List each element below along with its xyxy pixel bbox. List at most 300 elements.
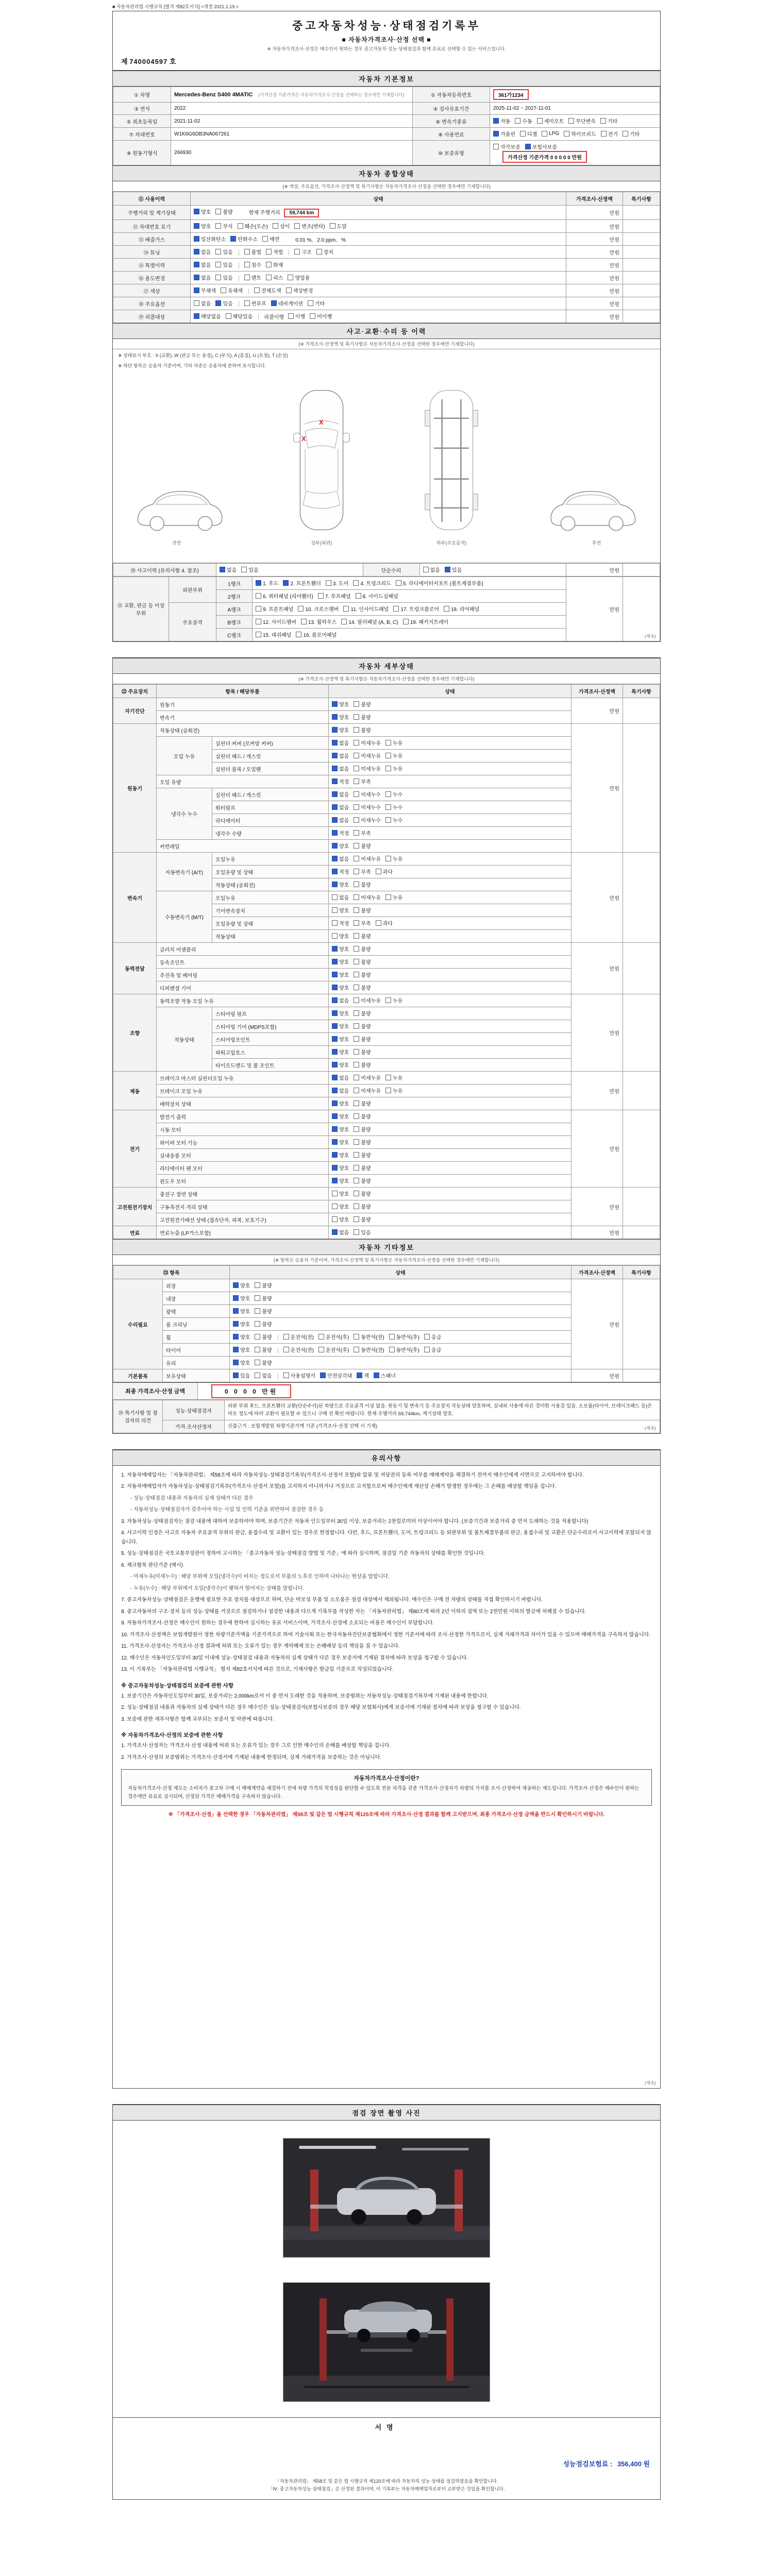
page-subtitle: ■ 자동차가격조사·산정 선택 ■ <box>342 36 431 43</box>
warranty-price-title: ※ 자동차가격조사·산정의 보증에 관한 사항 <box>121 1732 223 1739</box>
checkbox-label: 양호 <box>240 1335 250 1341</box>
checkbox-box <box>354 1075 359 1080</box>
state-cell <box>329 994 572 1007</box>
checkbox-label: 있음 <box>451 568 462 573</box>
inline-text: % <box>341 238 346 243</box>
checkbox-unchecked <box>356 592 398 600</box>
state-cell <box>230 1369 572 1382</box>
checkbox-label: 13. 휠하우스 <box>308 620 337 625</box>
state-cell <box>191 310 566 323</box>
table-row <box>113 246 660 259</box>
item-label: 작동상태 <box>212 930 329 943</box>
state-cell <box>329 698 572 711</box>
row-label: ⑬ 배출가스 <box>113 233 191 246</box>
device-label: 조향 <box>113 994 157 1072</box>
checkbox-label: 응급 <box>431 1348 442 1353</box>
state-cell <box>329 1007 572 1020</box>
checkbox-checked <box>332 1151 349 1159</box>
checkbox-box <box>332 701 338 707</box>
checkbox-checked <box>271 299 303 307</box>
checkbox-unchecked <box>318 1333 349 1341</box>
remark-cell <box>623 246 660 259</box>
checkbox-box <box>283 1334 289 1340</box>
checkbox-label: 양호 <box>339 1127 349 1133</box>
checkbox-unchecked <box>520 130 537 138</box>
checkbox-box <box>385 753 391 758</box>
checkbox-unchecked <box>256 605 293 613</box>
checkbox-unchecked <box>403 618 449 625</box>
checkbox-checked <box>332 739 349 747</box>
item-label: 라디에이터 <box>212 814 329 827</box>
checkbox-checked <box>332 868 349 875</box>
checkbox-label: 누유 <box>392 857 403 862</box>
checkbox-label: 수동 <box>522 119 532 125</box>
state-cell <box>191 297 566 310</box>
panel-items-cell <box>253 577 566 590</box>
plate-number: 361가1234 <box>493 89 529 100</box>
state-cell <box>329 891 572 904</box>
checkbox-label: 자가보증 <box>500 145 520 150</box>
table-row <box>113 698 660 711</box>
checkbox-unchecked <box>354 765 381 772</box>
checkbox-box <box>445 567 450 572</box>
checkbox-box <box>332 985 338 990</box>
checkbox-unchecked <box>256 618 296 625</box>
checkbox-unchecked <box>354 829 371 837</box>
notice-line: 1. 보증기간은 자동차인도일부터 30일, 보증거리는 2,000km로서 이 중 먼저 도래한 것을 적용하며, 보증범위는 자동차성능·상태점검기록부에 기재된 내용에 한합니다. <box>121 1693 489 1699</box>
checkbox-checked <box>233 1359 250 1366</box>
item-label: 실린더 커버 (로커암 커버) <box>212 737 329 750</box>
section-misc: 자동차 기타정보 <box>113 1239 660 1255</box>
checkbox-unchecked <box>354 803 381 811</box>
checkbox-unchecked <box>423 566 440 573</box>
checkbox-checked <box>332 816 349 824</box>
checkbox-checked <box>332 1177 349 1184</box>
checkbox-box <box>354 1100 359 1106</box>
checkbox-unchecked <box>316 248 333 256</box>
checkbox-box <box>255 1372 260 1378</box>
checkbox-box <box>332 830 338 836</box>
checkbox-label: 화재 <box>273 263 283 268</box>
checkbox-unchecked <box>354 1177 371 1184</box>
remark-cell <box>623 943 660 994</box>
warranty-type-options <box>493 145 562 151</box>
checkbox-unchecked <box>537 117 564 125</box>
checkbox-box <box>233 1347 239 1352</box>
transmission-options <box>490 115 660 128</box>
checkbox-box <box>354 766 359 771</box>
checkbox-label: 해당없음 <box>201 314 221 320</box>
engine-type-value: 266930 <box>171 141 413 165</box>
checkbox-label: 양호 <box>339 1166 349 1172</box>
checkbox-box <box>564 131 569 137</box>
checkbox-box <box>354 1152 359 1158</box>
checkbox-unchecked <box>354 1035 371 1043</box>
price-cell: 만원 <box>566 220 623 233</box>
checkbox-box <box>215 262 221 267</box>
checkbox-box <box>283 580 289 586</box>
checkbox-box <box>354 1139 359 1145</box>
continued-marker: (계속) <box>644 1425 656 1431</box>
checkbox-label: 불량 <box>361 1101 371 1107</box>
checkbox-checked <box>220 566 237 573</box>
checkbox-unchecked <box>354 1061 371 1069</box>
rank-label: 1랭크 <box>216 577 253 590</box>
checkbox-checked <box>332 1099 349 1107</box>
checkbox-label: 보험사보증 <box>532 145 557 150</box>
checkbox-unchecked <box>215 222 232 230</box>
notice-list <box>121 1471 652 1674</box>
inspection-period-label: ④ 검사유효기간 <box>413 103 490 115</box>
table-row <box>113 1188 660 1200</box>
checkbox-box <box>194 262 199 267</box>
checkbox-checked <box>332 971 349 978</box>
checkbox-box <box>385 766 391 771</box>
table-row <box>113 310 660 323</box>
exchanged-panels-table <box>113 577 660 641</box>
checkbox-label: 없음 <box>227 568 237 573</box>
diagram-caption: 전면 <box>172 540 181 546</box>
checkbox-label: 없음 <box>430 568 440 573</box>
checkbox-checked <box>230 235 258 243</box>
block-basic <box>112 11 661 642</box>
checkbox-label: 양호 <box>339 728 349 734</box>
checkbox-unchecked <box>330 222 347 230</box>
checkbox-label: 있음 <box>248 568 259 573</box>
checkbox-box <box>255 1360 260 1365</box>
checkbox-label: 불량 <box>361 1166 371 1172</box>
checkbox-label: 없음 <box>339 1230 349 1236</box>
checkbox-box <box>332 766 338 771</box>
price-cell: 만원 <box>566 259 623 272</box>
inspection-photo-2 <box>283 2282 490 2402</box>
col-state: 상태 <box>329 685 572 698</box>
checkbox-box <box>537 118 543 124</box>
photo-car-raised-underbody <box>283 2283 490 2401</box>
state-cell <box>329 1072 572 1084</box>
checkbox-unchecked <box>215 208 232 215</box>
signature-label: 서명 <box>375 2423 398 2431</box>
state-cell <box>329 969 572 981</box>
col-state: 상태 <box>230 1266 572 1279</box>
subgroup-label: 오일 누유 <box>157 737 212 775</box>
checkbox-unchecked <box>332 1202 349 1210</box>
checkbox-box <box>354 1036 359 1042</box>
checkbox-label: 양호 <box>201 224 211 230</box>
item-label: 오일유량 및 상태 <box>212 917 329 930</box>
checkbox-unchecked <box>310 312 332 320</box>
checkbox-label: 누수 <box>392 805 403 811</box>
checkbox-label: 양호 <box>339 1140 349 1146</box>
checkbox-label: 사용설명서 <box>290 1374 315 1379</box>
form-reference: ■ 자동차관리법 시행규칙 [별지 제82호서식] <개정 2021.1.19.> <box>112 4 239 9</box>
checkbox-checked <box>332 1009 349 1017</box>
checkbox-box <box>332 946 338 952</box>
checkbox-box <box>542 131 547 137</box>
checkbox-label: 19. 패키지트레이 <box>410 620 449 625</box>
checkbox-label: 없음 <box>201 301 211 307</box>
checkbox-box <box>354 727 359 733</box>
checkbox-box <box>320 1372 326 1378</box>
fuel-label: ⑧ 사용연료 <box>413 128 490 141</box>
checkbox-unchecked <box>623 130 640 138</box>
checkbox-checked <box>332 1112 349 1120</box>
checkbox-unchecked <box>266 248 283 256</box>
legal-footer <box>113 2473 660 2500</box>
checkbox-label: 없음 <box>201 250 211 256</box>
checkbox-label: 적정 <box>339 779 349 785</box>
checkbox-box <box>273 223 278 229</box>
state-cell <box>191 233 566 246</box>
checkbox-box <box>354 997 359 1003</box>
checkbox-unchecked <box>354 958 371 965</box>
table-row <box>113 1110 660 1123</box>
opinion-label: ㉔ 특기사항 및 점검자의 의견 <box>113 1400 163 1433</box>
checkbox-label: 썬루프 <box>251 301 266 307</box>
remark-cell <box>623 564 660 577</box>
accident-history-table <box>113 563 660 577</box>
checkbox-box <box>385 804 391 810</box>
col-remark: 특기사항 <box>623 192 660 206</box>
checkbox-unchecked <box>354 1151 371 1159</box>
price-cell: 만원 <box>572 994 623 1072</box>
checkbox-box <box>332 856 338 861</box>
checkbox-checked <box>332 829 349 837</box>
checkbox-box <box>354 791 359 797</box>
checkbox-label: 없음 <box>339 895 349 901</box>
checkbox-box <box>332 869 338 874</box>
checkbox-label: 도말 <box>337 224 347 230</box>
checkbox-label: 있음 <box>361 1230 371 1236</box>
checkbox-label: 과다 <box>382 921 393 927</box>
checkbox-unchecked <box>354 1346 384 1353</box>
checkbox-box <box>332 1088 338 1093</box>
diagram-caption: 하부(주요골격) <box>436 540 467 546</box>
checkbox-box <box>194 249 199 255</box>
car-name-cell <box>171 87 413 103</box>
checkbox-box <box>354 1023 359 1029</box>
row-label: ⑰ 색상 <box>113 284 191 297</box>
checkbox-box <box>310 313 315 319</box>
checkbox-label: 가솔린 <box>500 132 515 138</box>
table-row <box>113 994 660 1007</box>
checkbox-box <box>226 313 231 319</box>
checkbox-label: 없음 <box>339 754 349 759</box>
checkbox-unchecked <box>354 868 371 875</box>
checkbox-label: 동반석(후) <box>396 1335 419 1341</box>
checkbox-unchecked <box>354 739 381 747</box>
checkbox-box <box>354 856 359 861</box>
inline-text: 0.01 %, <box>295 238 313 243</box>
checkbox-checked <box>332 1125 349 1133</box>
subgroup-label: 수동변속기 (M/T) <box>157 891 212 943</box>
checkbox-checked <box>233 1371 250 1379</box>
checkbox-label: 운전석(전) <box>290 1348 314 1353</box>
notice-line: 13. 이 기록부는 「자동차관리법 시행규칙」 별지 제82호서식에 따른 것으로, 기재사항은 발급일 기준으로 작성되었습니다. <box>121 1667 394 1673</box>
checkbox-label: 없음 <box>262 1374 272 1379</box>
inline-text: 리콜이행 <box>264 315 284 320</box>
table-row <box>113 259 660 272</box>
checkbox-label: 14. 필러패널 (A, B, C) <box>348 620 398 625</box>
checkbox-box <box>385 997 391 1003</box>
checkbox-box <box>332 778 338 784</box>
notice-line: 1. 가격조사·산정자는 가격조사·산정 내용에 허위 또는 오류가 있는 경우 그로 인한 매수인의 손해를 배상할 책임을 집니다. <box>121 1743 391 1749</box>
state-cell <box>329 724 572 737</box>
checkbox-label: 7. 루프패널 <box>325 594 351 600</box>
checkbox-box <box>354 1216 359 1222</box>
checkbox-label: 잭 <box>364 1374 369 1379</box>
checkbox-label: 불량 <box>361 728 371 734</box>
checkbox-checked <box>194 235 226 243</box>
state-cell <box>329 1110 572 1123</box>
checkbox-unchecked <box>385 790 402 798</box>
checkbox-unchecked <box>301 618 337 625</box>
checkbox-unchecked <box>194 299 211 307</box>
checkbox-box <box>343 606 349 612</box>
checkbox-box <box>354 714 359 720</box>
group-label: 수리필요 <box>113 1279 163 1369</box>
checkbox-box <box>332 894 338 900</box>
checkbox-box <box>354 946 359 952</box>
checkbox-box <box>266 262 272 267</box>
item-label: 커먼레일 <box>157 840 329 853</box>
state-cell <box>230 1292 572 1305</box>
checkbox-unchecked <box>215 248 232 256</box>
checkbox-label: 4. 트렁크리드 <box>360 581 391 587</box>
checkbox-box <box>256 593 261 599</box>
checkbox-label: 양호 <box>339 1037 349 1043</box>
item-label: 추진축 및 베어링 <box>157 969 329 981</box>
diagram-caption: 상부(외판) <box>311 540 332 546</box>
checkbox-box <box>288 275 293 280</box>
checkbox-box <box>238 223 243 229</box>
checkbox-label: 불량 <box>361 1217 371 1223</box>
price-cell: 만원 <box>566 297 623 310</box>
checkbox-label: 불량 <box>361 1114 371 1120</box>
checkbox-label: 양호 <box>339 1063 349 1069</box>
checkbox-unchecked <box>354 1074 381 1081</box>
notice-line: 8. 중고자동차의 구조·장치 등의 성능·상태를 거짓으로 점검하거나 점검한 내용과 다르게 기록부를 작성한 자는 「자동차관리법」 제80조에 따라 2년 이하의 징역 또는 2천만원 이하의 벌금에 처해질 수 있습니다. <box>121 1608 586 1615</box>
warranty-type-label: ⑩ 보증유형 <box>413 141 490 165</box>
state-cell <box>230 1357 572 1369</box>
checkbox-label: 양호 <box>339 1192 349 1197</box>
checkbox-label: 자동 <box>500 119 511 125</box>
checkbox-unchecked <box>354 932 371 940</box>
simple-repair-options <box>419 564 566 577</box>
table-row <box>113 943 660 956</box>
checkbox-unchecked <box>493 143 520 150</box>
checkbox-unchecked <box>343 605 389 613</box>
checkbox-unchecked <box>244 248 261 256</box>
inspection-photos <box>113 2121 660 2417</box>
price-cell: 만원 <box>572 943 623 994</box>
checkbox-box <box>244 300 250 306</box>
checkbox-checked <box>332 1164 349 1172</box>
checkbox-box <box>354 1088 359 1093</box>
checkbox-box <box>332 1229 338 1235</box>
inline-text: 현재 주행거리 <box>248 210 280 216</box>
state-cell <box>329 840 572 853</box>
checkbox-label: 운전석(전) <box>290 1335 314 1341</box>
checkbox-unchecked <box>354 842 371 850</box>
checkbox-label: 양호 <box>339 1205 349 1210</box>
checkbox-unchecked <box>318 1346 349 1353</box>
state-cell <box>329 1033 572 1046</box>
state-cell <box>230 1331 572 1344</box>
item-label: 윈도우 모터 <box>157 1175 329 1188</box>
checkbox-box <box>568 118 574 124</box>
checkbox-label: 네비게이션 <box>278 301 303 307</box>
checkbox-box <box>255 1321 260 1327</box>
checkbox-label: 불량 <box>361 908 371 914</box>
notice-line: - 누유(누수) : 해당 부위에서 오일(냉각수)이 맺혀서 떨어지는 상태를 말합니다. <box>130 1585 305 1591</box>
checkbox-box <box>332 1216 338 1222</box>
simple-repair-label: 단순수리 <box>363 564 419 577</box>
checkbox-label: 양호 <box>339 1024 349 1030</box>
photo-car-on-lift-front <box>283 2139 490 2257</box>
checkbox-checked <box>233 1333 250 1341</box>
section-notices: 유의사항 <box>113 1450 660 1466</box>
checkbox-box <box>354 1334 359 1340</box>
damage-mark-hood: X <box>319 418 324 426</box>
table-row <box>113 284 660 297</box>
checkbox-label: 이행 <box>295 314 306 320</box>
checkbox-box <box>332 1010 338 1016</box>
checkbox-box <box>255 1334 260 1340</box>
checkbox-box <box>215 249 221 255</box>
checkbox-box <box>357 1372 362 1378</box>
final-price-value: 0 0 0 0 만원 <box>211 1384 291 1398</box>
item-label: 스티어링 펌프 <box>212 1007 329 1020</box>
appraiser-opinion-text: 산출근거 : 보험개발원 차량기준가액 기준 (가격조사·산정 선택 시 기재) <box>225 1420 660 1433</box>
checkbox-label: 적정 <box>339 921 349 927</box>
state-cell <box>329 917 572 930</box>
checkbox-label: 불량 <box>361 1192 371 1197</box>
price-cell: 만원 <box>572 1072 623 1110</box>
checkbox-box <box>256 619 261 624</box>
checkbox-box <box>286 287 292 293</box>
item-label: 실내송풍 모터 <box>157 1149 329 1162</box>
remark-cell <box>623 1226 660 1239</box>
checkbox-label: 불량 <box>361 960 371 965</box>
checkbox-label: 누유 <box>392 895 403 901</box>
checkbox-label: 불량 <box>361 1205 371 1210</box>
item-label: 원동기 <box>157 698 329 711</box>
car-name-label: ① 차명 <box>113 87 171 103</box>
checkbox-box <box>244 262 250 267</box>
checkbox-unchecked <box>354 919 371 927</box>
checkbox-checked <box>283 579 321 587</box>
checkbox-box <box>256 632 261 637</box>
item-label: 작동상태 (공회전) <box>157 724 329 737</box>
checkbox-box <box>230 236 236 242</box>
checkbox-box <box>194 275 199 280</box>
checkbox-label: 있음 <box>240 1374 250 1379</box>
remark-cell <box>623 724 660 853</box>
table-row <box>113 206 660 220</box>
checkbox-label: 과다 <box>382 870 393 875</box>
price-cell: 만원 <box>572 698 623 724</box>
title-area <box>113 11 660 71</box>
state-cell <box>329 762 572 775</box>
checkbox-checked <box>332 1061 349 1069</box>
checkbox-label: 부족 <box>361 870 371 875</box>
checkbox-box <box>332 1126 338 1132</box>
checkbox-unchecked <box>385 739 402 747</box>
checkbox-box <box>354 1165 359 1171</box>
state-cell <box>329 930 572 943</box>
highlighted-value: 59,744 km <box>284 209 319 217</box>
